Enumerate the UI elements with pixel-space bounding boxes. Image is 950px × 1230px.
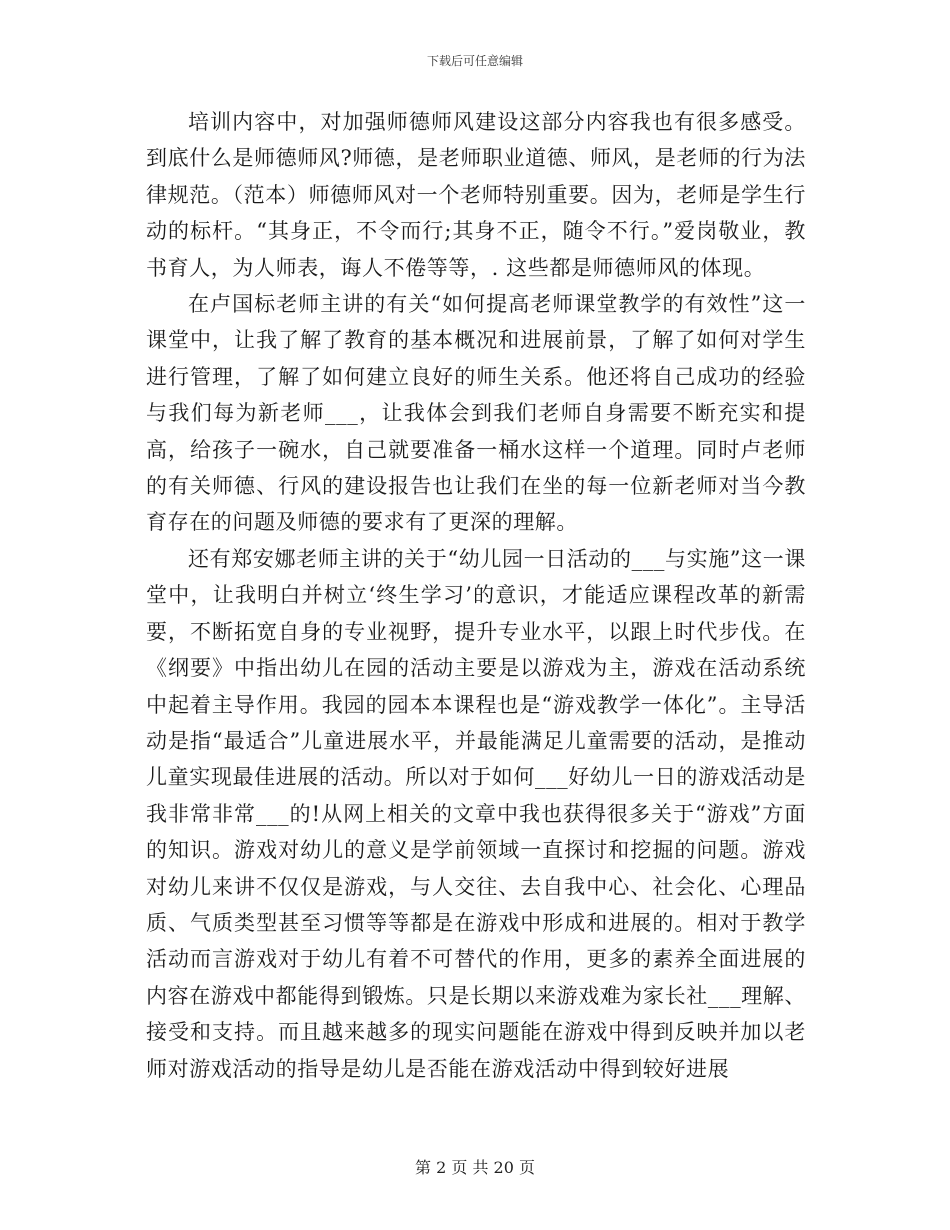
paragraph-teacher-ethics: 培训内容中，对加强师德师风建设这部分内容我也有很多感受。到底什么是师德师风?师德，是老师职业道德、师风，是老师的行为法律规范。（范本）师德师风对一个老师特别重要。因为，老师是学生行动的标杆。“其身正，不令而行;其身不正，随令不行。”爱岗敬业，教书育人，为人师表，诲人不倦等等，. 这些都是师德师风的体现。 xyxy=(146,110,806,280)
paragraph-classroom-effectiveness: 在卢国标老师主讲的有关“如何提高老师课堂教学的有效性”这一课堂中，让我了解了教育的基本概况和进展前景，了解了如何对学生进行管理，了解了如何建立良好的师生关系。他还将自己成功的经验与我们每为新老师___，让我体会到我们老师自身需要不断充实和提高，给孩子一碗水，自己就要准备一桶水这样一个道理。同时卢老师的有关师德、行风的建设报告也让我们在坐的每一位新老师对当今教育存在的问题及师德的要求有了更深的理解。 xyxy=(146,292,806,535)
paragraph-kindergarten-activities: 还有郑安娜老师主讲的关于“幼儿园一日活动的___与实施”这一课堂中，让我明白并树立‘终生学习’的意识，才能适应课程改革的新需要，不断拓宽自身的专业视野，提升专业水平，以跟上时代步伐。在《纲要》中指出幼儿在园的活动主要是以游戏为主，游戏在活动系统中起着主导作用。我园的园本本课程也是“游戏教学一体化”。主导活动是指“最适合”儿童进展水平，并最能满足儿童需要的活动，是推动儿童实现最佳进展的活动。所以对于如何___好幼儿一日的游戏活动是我非常非常___的!从网上相关的文章中我也获得很多关于“游戏”方面的知识。游戏对幼儿的意义是学前领域一直探讨和挖掘的问题。游戏对幼儿来讲不仅仅是游戏，与人交往、去自我中心、社会化、心理品质、气质类型甚至习惯等等都是在游戏中形成和进展的。相对于教学活动而言游戏对于幼儿有着不可替代的作用，更多的素养全面进展的内容在游戏中都能得到锻炼。只是长期以来游戏难为家长社___理解、接受和支持。而且越来越多的现实问题能在游戏中得到反映并加以老师对游戏活动的指导是幼儿是否能在游戏活动中得到较好进展 xyxy=(146,546,806,1081)
page-header: 下载后可任意编辑 xyxy=(426,54,523,68)
document-body xyxy=(146,104,806,1087)
page-number: 第 2 页 共 20 页 xyxy=(415,1158,535,1177)
